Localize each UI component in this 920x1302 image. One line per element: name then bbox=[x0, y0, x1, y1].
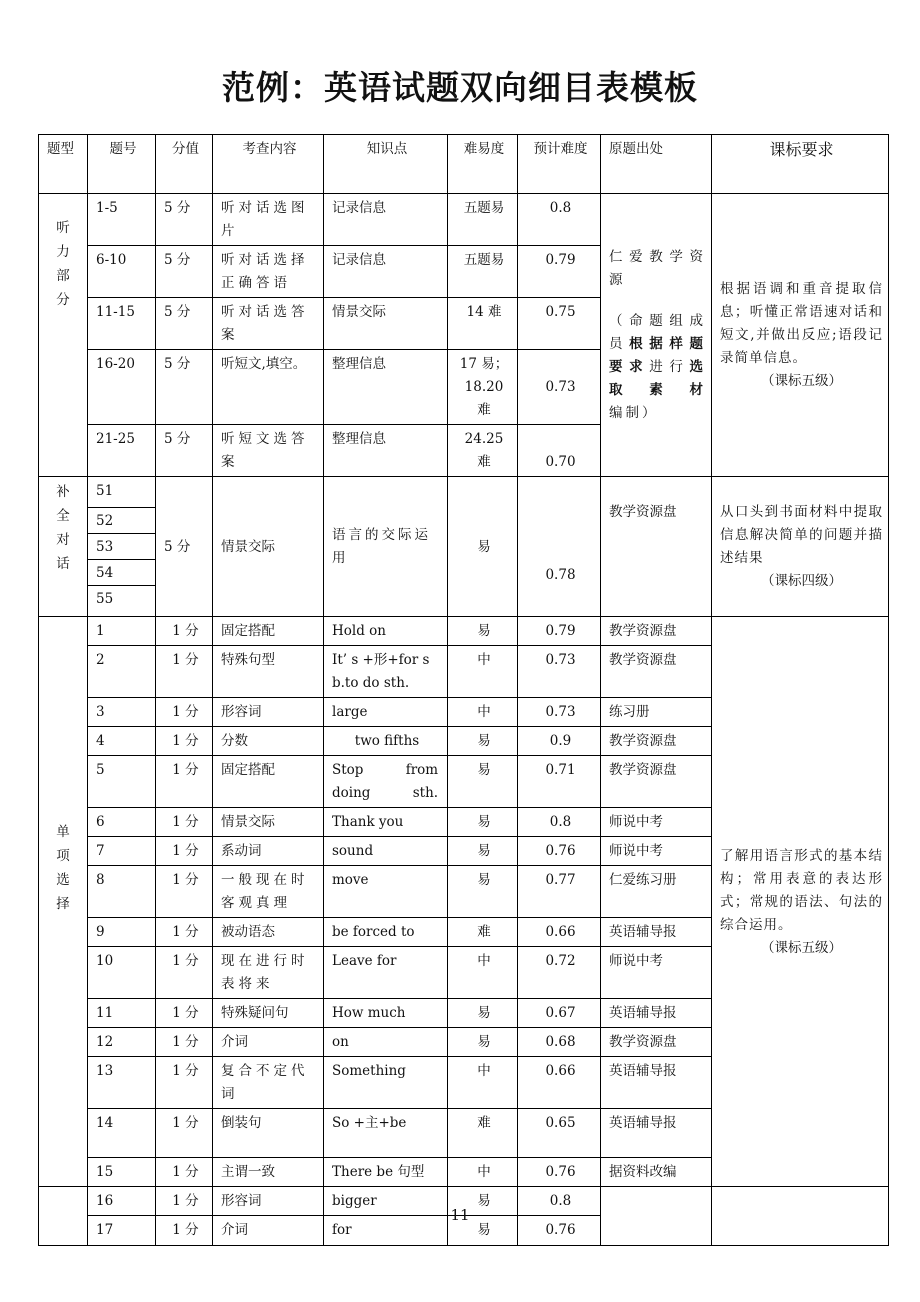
cell-level: 易 bbox=[448, 808, 518, 837]
cell-score: 5 分 bbox=[156, 425, 213, 477]
cell-no: 5 bbox=[88, 756, 156, 808]
cell-knowledge: 情景交际 bbox=[324, 298, 448, 350]
cell-pred: 0.72 bbox=[518, 947, 601, 999]
cell-source: 英语辅导报 bbox=[601, 918, 712, 947]
page-title: 范例：英语试题双向细目表模板 bbox=[222, 68, 698, 107]
cell-source: 练习册 bbox=[601, 698, 712, 727]
cell-content: 被动语态 bbox=[213, 918, 324, 947]
cell-pred: 0.73 bbox=[518, 350, 601, 425]
header-cell: 原题出处 bbox=[601, 135, 712, 194]
cell-score: 1 分 bbox=[156, 727, 213, 756]
cell-no: 52 bbox=[88, 508, 156, 534]
cell-score: 5 分 bbox=[156, 298, 213, 350]
cell-level: 易 bbox=[448, 866, 518, 918]
cell-no: 17 bbox=[88, 1216, 156, 1246]
cell-score: 1 分 bbox=[156, 866, 213, 918]
cell-level: 易 bbox=[448, 1187, 518, 1216]
cell-knowledge: large bbox=[324, 698, 448, 727]
cell-content: 听对话选图片 bbox=[213, 194, 324, 246]
cell-source: 师说中考 bbox=[601, 808, 712, 837]
cell-no: 51 bbox=[88, 477, 156, 508]
cell-no: 13 bbox=[88, 1057, 156, 1109]
section-label-listening: 听力部分 bbox=[39, 194, 88, 477]
cell-pred: 0.66 bbox=[518, 1057, 601, 1109]
section-label-single: 单项选择 bbox=[39, 617, 88, 1187]
header-cell: 分值 bbox=[156, 135, 213, 194]
cell-knowledge: So +主+be bbox=[324, 1109, 448, 1158]
cell-no: 6-10 bbox=[88, 246, 156, 298]
cell-no: 54 bbox=[88, 560, 156, 586]
cell-score: 1 分 bbox=[156, 918, 213, 947]
cell-score: 1 分 bbox=[156, 1057, 213, 1109]
cell-no: 9 bbox=[88, 918, 156, 947]
cell-pred: 0.73 bbox=[518, 646, 601, 698]
cell-level: 17 易；18.20 难 bbox=[448, 350, 518, 425]
header-cell: 课标要求 bbox=[712, 135, 889, 194]
cell-pred: 0.71 bbox=[518, 756, 601, 808]
cell-no: 16 bbox=[88, 1187, 156, 1216]
cell-content: 听对话选答案 bbox=[213, 298, 324, 350]
cell-no: 10 bbox=[88, 947, 156, 999]
cell-score: 1 分 bbox=[156, 1158, 213, 1187]
cell-knowledge: 记录信息 bbox=[324, 194, 448, 246]
cell-pred: 0.77 bbox=[518, 866, 601, 918]
cell-content: 介词 bbox=[213, 1028, 324, 1057]
cell-knowledge: 整理信息 bbox=[324, 425, 448, 477]
cell-level: 中 bbox=[448, 1057, 518, 1109]
cell-content: 介词 bbox=[213, 1216, 324, 1246]
cell-no: 4 bbox=[88, 727, 156, 756]
cell-pred: 0.66 bbox=[518, 918, 601, 947]
cell-content: 听短文选答案 bbox=[213, 425, 324, 477]
header-cell: 题型 bbox=[39, 135, 88, 194]
cell-score: 1 分 bbox=[156, 1109, 213, 1158]
cell-content: 听短文,填空。 bbox=[213, 350, 324, 425]
cell-pred: 0.76 bbox=[518, 1216, 601, 1246]
header-cell: 知识点 bbox=[324, 135, 448, 194]
cell-score: 1 分 bbox=[156, 1216, 213, 1246]
cell-score: 1 分 bbox=[156, 698, 213, 727]
cell-knowledge: bigger bbox=[324, 1187, 448, 1216]
cell-knowledge: It’ s +形+for sb.to do sth. bbox=[324, 646, 448, 698]
cell-pred: 0.79 bbox=[518, 246, 601, 298]
cell-source-listening: 仁爱教学资源 （命题组成员根据样题要求进行选取素材编制） bbox=[601, 194, 712, 477]
cell-knowledge: sound bbox=[324, 837, 448, 866]
cell-no: 12 bbox=[88, 1028, 156, 1057]
cell-no: 1-5 bbox=[88, 194, 156, 246]
cell-knowledge: There be 句型 bbox=[324, 1158, 448, 1187]
cell-content: 现在进行时表将来 bbox=[213, 947, 324, 999]
cell-no: 7 bbox=[88, 837, 156, 866]
cell-content: 系动词 bbox=[213, 837, 324, 866]
cell-content: 听对话选择正确答语 bbox=[213, 246, 324, 298]
cell-knowledge: 整理信息 bbox=[324, 350, 448, 425]
cell-knowledge: on bbox=[324, 1028, 448, 1057]
cell-level: 24.25 难 bbox=[448, 425, 518, 477]
cell-level: 14 难 bbox=[448, 298, 518, 350]
cell-knowledge: How much bbox=[324, 999, 448, 1028]
cell-source: 教学资源盘 bbox=[601, 646, 712, 698]
cell-source: 教学资源盘 bbox=[601, 1028, 712, 1057]
cell-pred: 0.68 bbox=[518, 1028, 601, 1057]
cell-score: 5 分 bbox=[156, 477, 213, 617]
header-cell: 考查内容 bbox=[213, 135, 324, 194]
cell-score: 5 分 bbox=[156, 194, 213, 246]
cell-content: 固定搭配 bbox=[213, 756, 324, 808]
cell-no: 2 bbox=[88, 646, 156, 698]
cell-level: 易 bbox=[448, 1216, 518, 1246]
header-cell: 预计难度 bbox=[518, 135, 601, 194]
cell-content: 一般现在时客观真理 bbox=[213, 866, 324, 918]
cell-content: 复合不定代词 bbox=[213, 1057, 324, 1109]
cell-level: 难 bbox=[448, 918, 518, 947]
cell-no: 8 bbox=[88, 866, 156, 918]
cell-source: 教学资源盘 bbox=[601, 617, 712, 646]
cell-no: 16-20 bbox=[88, 350, 156, 425]
table-row bbox=[39, 194, 889, 246]
header-row bbox=[39, 135, 889, 194]
cell-content: 特殊疑问句 bbox=[213, 999, 324, 1028]
cell-content: 倒装句 bbox=[213, 1109, 324, 1158]
cell-knowledge: Stop from doing sth. bbox=[324, 756, 448, 808]
cell-source: 教学资源盘 bbox=[601, 727, 712, 756]
table-row bbox=[39, 617, 889, 646]
cell-knowledge: for bbox=[324, 1216, 448, 1246]
cell-level: 五题易 bbox=[448, 194, 518, 246]
cell-content: 情景交际 bbox=[213, 477, 324, 617]
cell-pred: 0.65 bbox=[518, 1109, 601, 1158]
cell-content: 情景交际 bbox=[213, 808, 324, 837]
cell-source: 师说中考 bbox=[601, 837, 712, 866]
cell-level: 易 bbox=[448, 756, 518, 808]
cell-knowledge: two fifths bbox=[324, 727, 448, 756]
cell-knowledge: Hold on bbox=[324, 617, 448, 646]
table-row bbox=[39, 477, 889, 508]
cell-level: 易 bbox=[448, 617, 518, 646]
cell-score: 1 分 bbox=[156, 947, 213, 999]
cell-score: 1 分 bbox=[156, 999, 213, 1028]
cell-knowledge: 语言的交际运用 bbox=[324, 477, 448, 617]
cell-no: 53 bbox=[88, 534, 156, 560]
cell-score: 5 分 bbox=[156, 246, 213, 298]
cell-knowledge: be forced to bbox=[324, 918, 448, 947]
cell-source: 教学资源盘 bbox=[601, 477, 712, 617]
cell-content: 主谓一致 bbox=[213, 1158, 324, 1187]
cell-level: 易 bbox=[448, 1028, 518, 1057]
cell-source: 英语辅导报 bbox=[601, 1057, 712, 1109]
cell-pred: 0.79 bbox=[518, 617, 601, 646]
cell-content: 特殊句型 bbox=[213, 646, 324, 698]
cell-score: 1 分 bbox=[156, 756, 213, 808]
cell-level: 中 bbox=[448, 1158, 518, 1187]
cell-no: 14 bbox=[88, 1109, 156, 1158]
cell-pred: 0.8 bbox=[518, 808, 601, 837]
cell-source: 据资料改编 bbox=[601, 1158, 712, 1187]
cell-requirement-single: 了解用语言形式的基本结构；常用表意的表达形式；常规的语法、句法的综合运用。 （课标五级） bbox=[712, 617, 889, 1187]
cell-knowledge: 记录信息 bbox=[324, 246, 448, 298]
cell-no: 6 bbox=[88, 808, 156, 837]
cell-score: 1 分 bbox=[156, 837, 213, 866]
cell-pred: 0.67 bbox=[518, 999, 601, 1028]
page-number: 11 bbox=[450, 1206, 470, 1224]
cell-level: 中 bbox=[448, 698, 518, 727]
cell-source: 教学资源盘 bbox=[601, 756, 712, 808]
cell-knowledge: Something bbox=[324, 1057, 448, 1109]
cell-score: 5 分 bbox=[156, 350, 213, 425]
cell-level: 中 bbox=[448, 947, 518, 999]
cell-score: 1 分 bbox=[156, 646, 213, 698]
cell-no: 11-15 bbox=[88, 298, 156, 350]
cell-pred: 0.78 bbox=[518, 477, 601, 617]
spec-table bbox=[38, 134, 889, 1246]
cell-no: 1 bbox=[88, 617, 156, 646]
header-cell: 难易度 bbox=[448, 135, 518, 194]
cell-pred: 0.8 bbox=[518, 194, 601, 246]
cell-no: 15 bbox=[88, 1158, 156, 1187]
cell-level: 易 bbox=[448, 837, 518, 866]
cell-pred: 0.8 bbox=[518, 1187, 601, 1216]
cell-pred: 0.73 bbox=[518, 698, 601, 727]
cell-no: 3 bbox=[88, 698, 156, 727]
cell-pred: 0.76 bbox=[518, 837, 601, 866]
cell-content: 形容词 bbox=[213, 698, 324, 727]
cell-requirement-listening: 根据语调和重音提取信息；听懂正常语速对话和短文,并做出反应;语段记录简单信息。 （课标五级） bbox=[712, 194, 889, 477]
cell-level: 五题易 bbox=[448, 246, 518, 298]
cell-knowledge: move bbox=[324, 866, 448, 918]
cell-score: 1 分 bbox=[156, 617, 213, 646]
cell-source: 仁爱练习册 bbox=[601, 866, 712, 918]
cell-level: 易 bbox=[448, 727, 518, 756]
cell-source: 英语辅导报 bbox=[601, 999, 712, 1028]
cell-pred: 0.9 bbox=[518, 727, 601, 756]
cell-no: 55 bbox=[88, 586, 156, 617]
cell-level: 易 bbox=[448, 477, 518, 617]
cell-no: 11 bbox=[88, 999, 156, 1028]
cell-source: 师说中考 bbox=[601, 947, 712, 999]
cell-content: 分数 bbox=[213, 727, 324, 756]
cell-content: 形容词 bbox=[213, 1187, 324, 1216]
cell-pred: 0.76 bbox=[518, 1158, 601, 1187]
header-cell: 题号 bbox=[88, 135, 156, 194]
cell-score: 1 分 bbox=[156, 1028, 213, 1057]
cell-requirement-dialogue: 从口头到书面材料中提取信息解决简单的问题并描述结果 （课标四级） bbox=[712, 477, 889, 617]
cell-level: 难 bbox=[448, 1109, 518, 1158]
cell-source: 英语辅导报 bbox=[601, 1109, 712, 1158]
cell-knowledge: Thank you bbox=[324, 808, 448, 837]
cell-score: 1 分 bbox=[156, 808, 213, 837]
cell-pred: 0.75 bbox=[518, 298, 601, 350]
section-label-dialogue: 补全对话 bbox=[39, 477, 88, 617]
cell-level: 中 bbox=[448, 646, 518, 698]
cell-pred: 0.70 bbox=[518, 425, 601, 477]
cell-level: 易 bbox=[448, 999, 518, 1028]
cell-no: 21-25 bbox=[88, 425, 156, 477]
cell-content: 固定搭配 bbox=[213, 617, 324, 646]
cell-knowledge: Leave for bbox=[324, 947, 448, 999]
cell-score: 1 分 bbox=[156, 1187, 213, 1216]
